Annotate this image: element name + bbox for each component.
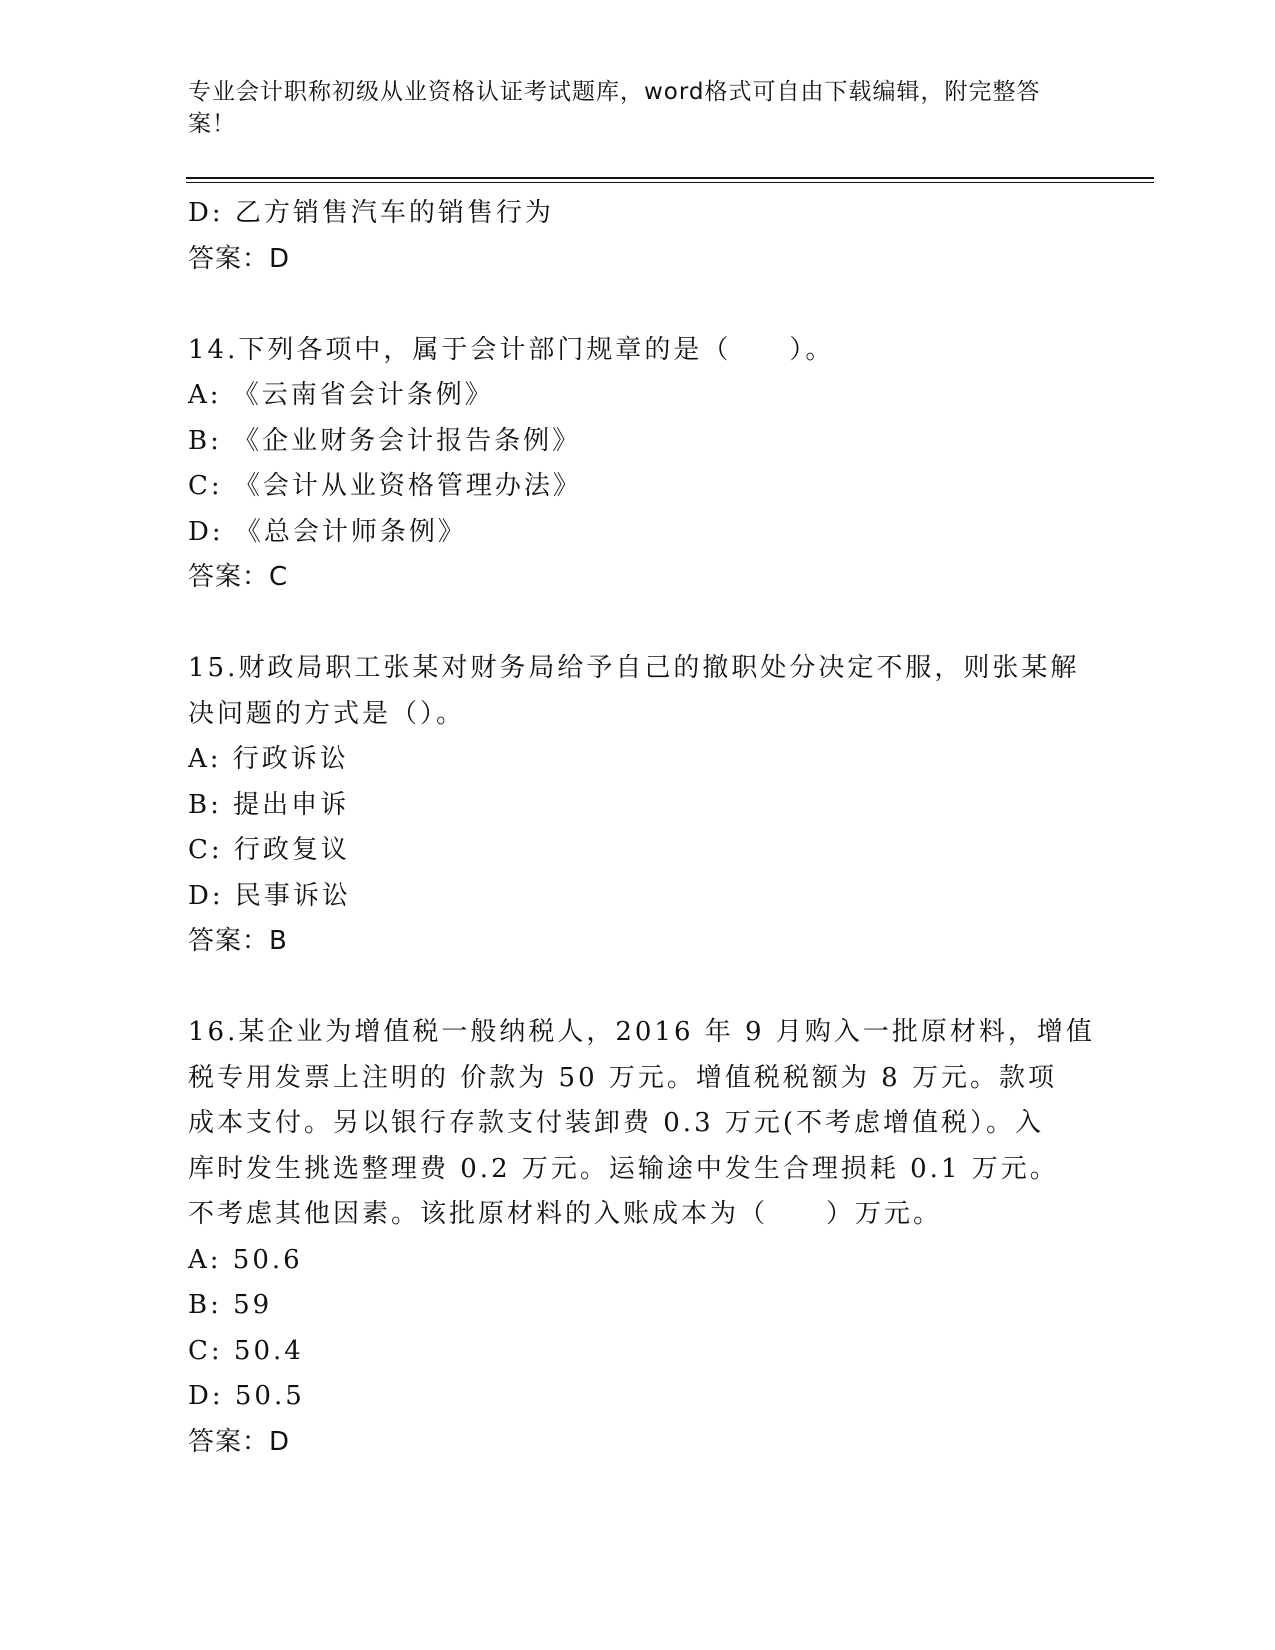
header-rule-thick xyxy=(186,177,1154,179)
option-d: D: 民事诉讼 xyxy=(188,880,351,911)
answer: 答案：C xyxy=(188,562,289,592)
header-rule-thin xyxy=(186,182,1154,183)
option-d: D: 《总会计师条例》 xyxy=(188,516,467,547)
document-header: 专业会计职称初级从业资格认证考试题库，word格式可自由下载编辑，附完整答案！ xyxy=(188,79,1041,137)
question-stem-15-line-2: 决问题的方式是（）。 xyxy=(188,698,466,729)
answer: 答案：B xyxy=(188,926,288,956)
option-c: C: 行政复议 xyxy=(188,835,350,865)
question-stem-14: 14.下列各项中，属于会计部门规章的是（ ）。 xyxy=(188,334,835,365)
option-a: A: 行政诉讼 xyxy=(188,744,349,774)
question-stem-16-line-4: 库时发生挑选整理费 0.2 万元。运输途中发生合理损耗 0.1 万元。 xyxy=(188,1153,1059,1184)
question-content xyxy=(188,191,1095,1465)
answer: 答案：D xyxy=(188,1426,291,1457)
option-c: C: 50.4 xyxy=(188,1335,304,1366)
option-b: B: 59 xyxy=(188,1290,273,1320)
option-a: A: 50.6 xyxy=(188,1244,303,1275)
option-b: B: 《企业财务会计报告条例》 xyxy=(188,425,582,456)
question-stem-16-line-5: 不考虑其他因素。该批原材料的入账成本为（ ）万元。 xyxy=(188,1199,943,1229)
option-d: D: 50.5 xyxy=(188,1381,305,1411)
option-c: C: 《会计从业资格管理办法》 xyxy=(188,471,582,501)
answer: 答案：D xyxy=(188,243,291,274)
option-d: D: 乙方销售汽车的销售行为 xyxy=(188,198,554,228)
question-stem-15-line-1: 15.财政局职工张某对财务局给予自己的撤职处分决定不服，则张某解 xyxy=(188,653,1080,683)
option-a: A: 《云南省会计条例》 xyxy=(188,380,494,410)
question-stem-16-line-3: 成本支付。另以银行存款支付装卸费 0.3 万元(不考虑增值税）。入 xyxy=(188,1108,1045,1138)
question-stem-16-line-2: 税专用发票上注明的 价款为 50 万元。增值税税额为 8 万元。款项 xyxy=(188,1062,1057,1093)
question-stem-16-line-1: 16.某企业为增值税一般纳税人，2016 年 9 月购入一批原材料，增值 xyxy=(188,1017,1095,1047)
option-b: B: 提出申诉 xyxy=(188,789,350,820)
